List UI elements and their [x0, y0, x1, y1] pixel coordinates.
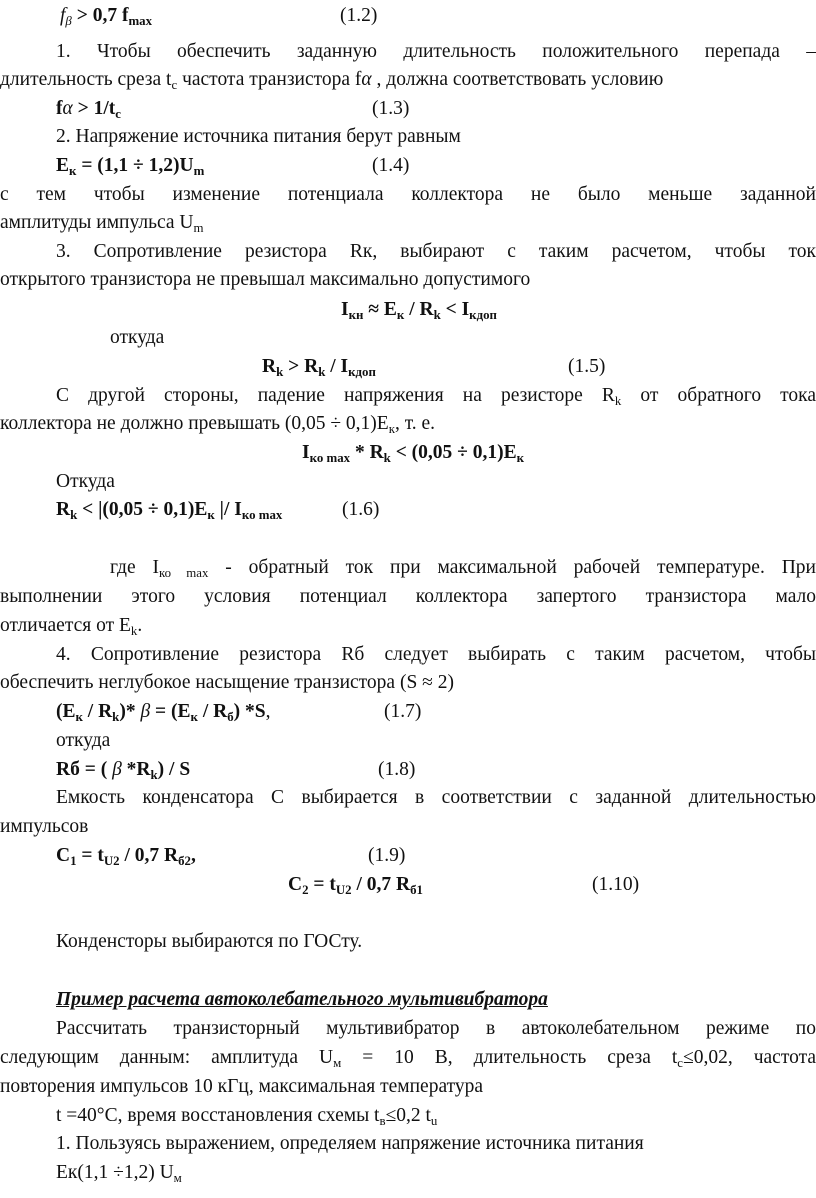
formula-subscript: ко max [241, 507, 283, 522]
paragraph-line: с тем чтобы изменение потенциала коллектора не было меньше заданной [0, 184, 816, 205]
formula-subscript: k [112, 709, 120, 724]
formula-subscript: к [396, 307, 405, 322]
paragraph-line: 3. Сопротивление резистора Rк, выбирают с таким расчетом, чтобы ток [56, 241, 816, 262]
formula-text: Rб = ( [56, 759, 113, 780]
subscript: м [173, 1170, 182, 1185]
formula-text: f [60, 5, 66, 26]
paragraph-line: 1. Чтобы обеспечить заданную длительность положительного перепада – [56, 41, 816, 62]
formula-1-3 [56, 97, 121, 121]
text: - обратный ток при максимальной рабочей температуре. При [208, 557, 816, 578]
formula-text: ≈ E [363, 299, 397, 320]
formula-1-7 [56, 700, 271, 724]
formula-text: < (0,05 ÷ 0,1)E [390, 442, 517, 463]
formula-text: *R [121, 759, 151, 780]
paragraph-line [56, 1161, 182, 1185]
formula-text: )* [119, 701, 141, 722]
subscript: c [171, 77, 178, 92]
formula-1-2 [60, 4, 152, 28]
paragraph-line: повторения импульсов 10 кГц, максимальная температура [0, 1076, 484, 1097]
formula-text: / I [325, 356, 349, 377]
text: длительность среза t [0, 69, 172, 90]
formula-subscript: k [276, 364, 284, 379]
formula-subscript: k [70, 507, 78, 522]
formula-text: ) / S [157, 759, 191, 780]
text: С другой стороны, падение напряжения на резисторе R [56, 385, 615, 406]
text: Eк(1,1 ÷1,2) U [56, 1162, 174, 1183]
symbol: α [361, 69, 372, 90]
formula-subscript: m [193, 163, 205, 178]
formula-text: R [56, 499, 71, 520]
formula-text: |/ I [214, 499, 242, 520]
paragraph-line [0, 384, 816, 408]
formula-subscript: кдоп [469, 307, 497, 322]
equation-number: (1.3) [372, 98, 410, 119]
formula-subscript: к [190, 709, 198, 724]
text: ≤0,2 t [385, 1105, 431, 1126]
text: отличается от E [0, 615, 131, 636]
paragraph-line: открытого транзистора не превышал максимально допустимого [0, 269, 531, 290]
paragraph-line: 2. Напряжение источника питания берут равным [56, 126, 461, 147]
formula-subscript: 1 [70, 853, 77, 868]
paragraph-line [0, 556, 816, 580]
formula-iko [302, 441, 524, 465]
paragraph-line [0, 1046, 816, 1070]
formula-text: I [341, 299, 349, 320]
paragraph-line [56, 1104, 437, 1128]
symbol: β [112, 759, 122, 780]
formula-1-4 [56, 154, 204, 178]
formula-subscript: U2 [103, 853, 120, 868]
paragraph-line [0, 412, 435, 436]
paragraph-line [0, 614, 142, 638]
formula-text: (E [56, 701, 76, 722]
section-heading: Пример расчета автоколебательного мультивибратора [56, 989, 548, 1010]
equation-number: (1.5) [568, 356, 606, 377]
text: от обратного тока [621, 385, 816, 406]
paragraph-line: Откуда [56, 471, 115, 492]
formula-text: C [56, 845, 71, 866]
formula-subscript: к [69, 163, 77, 178]
text: амплитуды импульса U [0, 212, 194, 233]
subscript: u [430, 1113, 438, 1128]
equation-number: (1.6) [342, 499, 380, 520]
formula-text: f [56, 98, 63, 119]
paragraph-line [0, 211, 204, 235]
subscript: m [193, 220, 204, 235]
paragraph-line: обеспечить неглубокое насыщение транзистора (S ≈ 2) [0, 672, 454, 693]
paragraph-line: выполнении этого условия потенциал коллектора запертого транзистора мало [0, 586, 816, 607]
equation-number: (1.9) [368, 845, 406, 866]
formula-subscript: k [150, 767, 158, 782]
text: коллектора не должно превышать (0,05 ÷ 0,1)E [0, 413, 389, 434]
formula-1-8 [56, 758, 190, 782]
text: . [137, 615, 143, 636]
formula-subscript: k [383, 450, 391, 465]
equation-number: (1.2) [340, 5, 378, 26]
paragraph-line: откуда [110, 327, 165, 348]
symbol: β [140, 701, 151, 722]
formula-subscript: б [227, 709, 234, 724]
formula-text: C [288, 874, 303, 895]
formula-subscript: k [433, 307, 441, 322]
formula-text: = t [76, 845, 104, 866]
formula-subscript: кдоп [348, 364, 376, 379]
subscript: в [379, 1113, 386, 1128]
formula-text: > 0,7 f [71, 5, 129, 26]
equation-number: (1.4) [372, 155, 410, 176]
formula-text: < I [440, 299, 470, 320]
formula-text: / R [404, 299, 434, 320]
formula-subscript: max [128, 13, 153, 28]
paragraph-line [0, 68, 663, 92]
text: частота транзистора f [177, 69, 362, 90]
formula-text: / R [197, 701, 228, 722]
text: , должна соответствовать условию [371, 69, 664, 90]
formula-ikn [341, 298, 497, 322]
formula-subscript: б2 [178, 853, 191, 868]
subscript: к [388, 421, 395, 436]
formula-text: R [262, 356, 277, 377]
formula-text: / 0,7 R [119, 845, 179, 866]
formula-subscript: к [207, 507, 215, 522]
formula-subscript: к [75, 709, 83, 724]
equation-number: (1.7) [384, 701, 422, 722]
formula-text: * R [350, 442, 384, 463]
text: где I [110, 557, 159, 578]
formula-text: , [190, 845, 196, 866]
formula-1-6 [56, 498, 282, 522]
formula-text: = (1,1 ÷ 1,2)U [76, 155, 194, 176]
text: = 10 В, длительность среза t [341, 1047, 678, 1068]
equation-number: (1.10) [592, 874, 640, 895]
formula-text: > 1/t [72, 98, 116, 119]
formula-text: , [265, 701, 271, 722]
formula-text: / 0,7 R [351, 874, 411, 895]
formula-text: I [302, 442, 310, 463]
subscript: k [614, 393, 622, 408]
subscript: c [677, 1055, 684, 1070]
formula-subscript: б1 [410, 882, 423, 897]
formula-text: > R [283, 356, 319, 377]
formula-text: = (E [150, 701, 191, 722]
formula-1-5 [262, 355, 376, 379]
subscript: ко max [159, 565, 209, 580]
equation-number: (1.8) [378, 759, 416, 780]
paragraph-line: Емкость конденсатора C выбирается в соответствии с заданной длительностью [56, 787, 816, 808]
formula-subscript: c [115, 106, 121, 121]
formula-text: < |(0,05 ÷ 0,1)E [77, 499, 208, 520]
formula-subscript: β [65, 13, 72, 28]
formula-subscript: ко max [309, 450, 351, 465]
text: ≤0,02, частота [683, 1047, 816, 1068]
formula-subscript: k [318, 364, 326, 379]
formula-subscript: U2 [335, 882, 352, 897]
formula-text: E [56, 155, 70, 176]
formula-1-9 [56, 844, 196, 868]
paragraph-line: Рассчитать транзисторный мультивибратор в автоколебательном режиме по [56, 1018, 816, 1039]
formula-subscript: кн [348, 307, 364, 322]
paragraph-line: 4. Сопротивление резистора Rб следует выбирать с таким расчетом, чтобы [56, 644, 816, 665]
paragraph-line: Конденсторы выбираются по ГОСту. [56, 931, 363, 952]
paragraph-line: откуда [56, 730, 111, 751]
formula-subscript: 2 [302, 882, 309, 897]
text: t =40°C, время восстановления схемы t [56, 1105, 380, 1126]
symbol: α [62, 98, 73, 119]
subscript: k [130, 623, 138, 638]
formula-text: / R [82, 701, 113, 722]
paragraph-line: импульсов [0, 816, 89, 837]
formula-text: ) *S [233, 701, 266, 722]
formula-1-10 [288, 873, 423, 897]
text: следующим данным: амплитуда U [0, 1047, 334, 1068]
formula-subscript: к [516, 450, 525, 465]
text: , т. е. [394, 413, 436, 434]
paragraph-line: 1. Пользуясь выражением, определяем напряжение источника питания [56, 1133, 644, 1154]
subscript: м [333, 1055, 342, 1070]
formula-text: = t [308, 874, 336, 895]
